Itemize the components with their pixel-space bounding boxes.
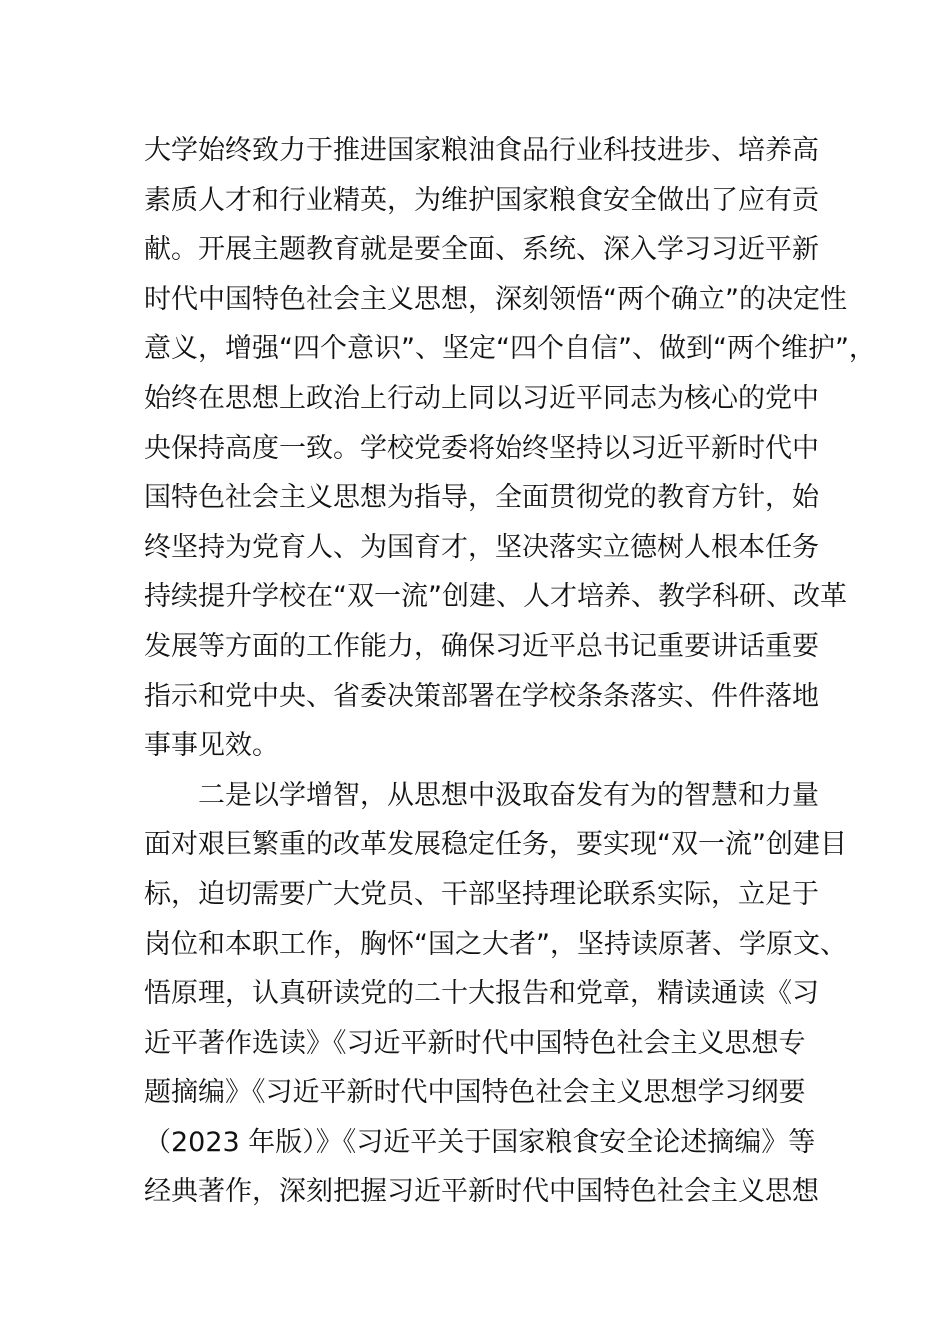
text-line: 大学始终致力于推进国家粮油食品行业科技进步、培养高 — [144, 135, 819, 166]
text-line: 终坚持为党育人、为国育才，坚决落实立德树人根本任务 — [144, 531, 819, 563]
text-line: （2023 年版）》《习近平关于国家粮食安全论述摘编》等 — [144, 1126, 816, 1158]
text-line: 标，迫切需要广大党员、干部坚持理论联系实际，立足于 — [144, 878, 819, 910]
text-line: 时代中国特色社会主义思想，深刻领悟“两个确立”的决定性 — [144, 283, 847, 315]
text-line: 悟原理，认真研读党的二十大报告和党章，精读通读《习 — [144, 978, 819, 1010]
text-line: 面对艰巨繁重的改革发展稳定任务，要实现“双一流”创建目 — [144, 829, 847, 861]
text-line: 指示和党中央、省委决策部署在学校条条落实、件件落地 — [144, 680, 819, 712]
text-line: 岗位和本职工作，胸怀“国之大者”，坚持读原著、学原文、 — [144, 928, 847, 960]
text-line: 素质人才和行业精英，为维护国家粮食安全做出了应有贡 — [144, 184, 819, 216]
text-line: 经典著作，深刻把握习近平新时代中国特色社会主义思想 — [144, 1176, 819, 1208]
text-line: 发展等方面的工作能力，确保习近平总书记重要讲话重要 — [144, 630, 819, 662]
text-line: 央保持高度一致。学校党委将始终坚持以习近平新时代中 — [144, 432, 819, 464]
text-line: 持续提升学校在“双一流”创建、人才培养、教学科研、改革 — [144, 581, 847, 613]
document-body — [144, 126, 876, 1217]
text-line: 事事见效。 — [144, 730, 279, 762]
text-line: 国特色社会主义思想为指导，全面贯彻党的教育方针，始 — [144, 482, 819, 514]
text-line: 意义，增强“四个意识”、坚定“四个自信”、做到“两个维护”， — [144, 333, 876, 365]
paragraph-first-line: 二是以学增智，从思想中汲取奋发有为的智慧和力量 — [198, 779, 819, 811]
text-line: 近平著作选读》《习近平新时代中国特色社会主义思想专 — [144, 1027, 806, 1059]
text-line: 献。开展主题教育就是要全面、系统、深入学习习近平新 — [144, 234, 819, 266]
text-line: 题摘编》《习近平新时代中国特色社会主义思想学习纲要 — [144, 1077, 806, 1109]
text-line: 始终在思想上政治上行动上同以习近平同志为核心的党中 — [144, 382, 819, 414]
